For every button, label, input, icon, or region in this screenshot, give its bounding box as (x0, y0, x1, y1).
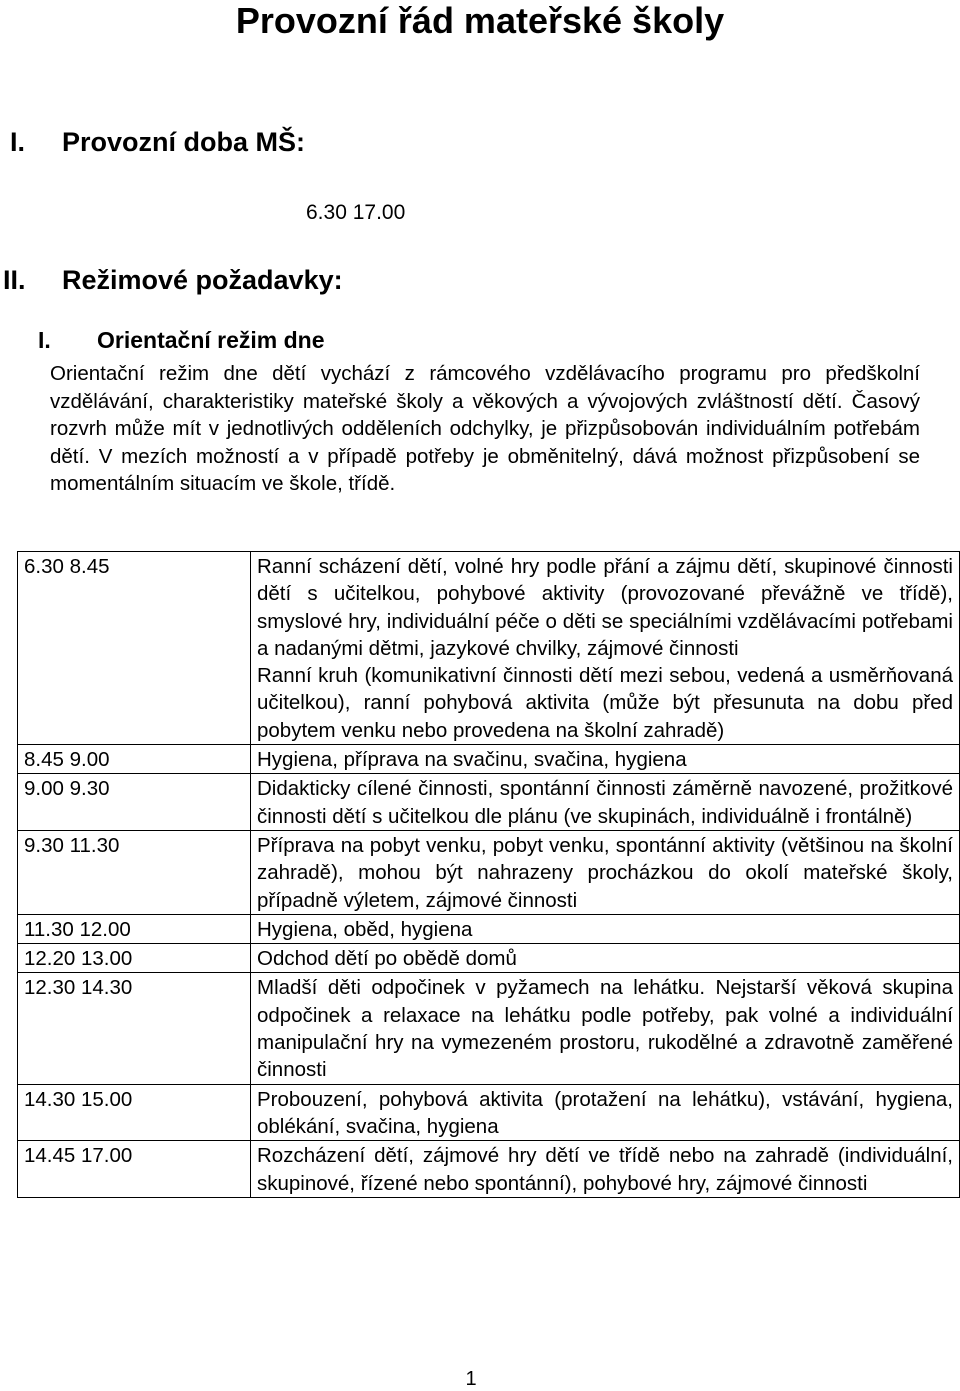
intro-paragraph: Orientační režim dne dětí vychází z rámcového vzdělávacího programu pro předškolní vzdělávání, charakteristiky mateřské školy a věkových a vývojových zvláštností dětí. Časový rozvrh může mít v jednotlivých odděleních odchylky, je přizpůsobován individuálním potřebám dětí. V mezích možností a v případě potřeby je obměnitelný, dává možnost přizpůsobení se momentálním situacím ve škole, třídě. (50, 362, 920, 495)
schedule-row (18, 914, 960, 943)
section-heading-regime (3, 264, 343, 296)
schedule-description (251, 1141, 960, 1198)
subsection-number: I. (38, 327, 51, 353)
schedule-description (251, 774, 960, 831)
schedule-row (18, 552, 960, 745)
schedule-row (18, 774, 960, 831)
schedule-row (18, 1141, 960, 1198)
schedule-description-line: Rozcházení dětí, zájmové hry dětí ve třídě nebo na zahradě (individuální, skupinové, řízené nebo spontánní), pohybové hry, zájmové činnosti (257, 1144, 953, 1195)
schedule-description-line: Mladší děti odpočinek v pyžamech na lehátku. Nejstarší věková skupina odpočinek a relaxace na lehátku podle potřeby, pak volné a individuální manipulační hry na vymezeném prostoru, rukodělné a zdravotně zaměřené činnosti (257, 976, 953, 1082)
subsection-title: Orientační režim dne (97, 327, 325, 353)
schedule-time: 9.30 11.30 (18, 830, 251, 914)
section-title: Provozní doba MŠ: (62, 127, 305, 157)
schedule-description-line: Hygiena, oběd, hygiena (257, 917, 473, 941)
schedule-description-line: Hygiena, příprava na svačinu, svačina, hygiena (257, 748, 687, 772)
schedule-row (18, 745, 960, 774)
schedule-time: 6.30 8.45 (18, 552, 251, 745)
schedule-time: 8.45 9.00 (18, 745, 251, 774)
schedule-row (18, 830, 960, 914)
schedule-time: 14.45 17.00 (18, 1141, 251, 1198)
schedule-description (251, 745, 960, 774)
schedule-description-line: Probouzení, pohybová aktivita (protažení na lehátku), vstávání, hygiena, oblékání, svačina, hygiena (257, 1087, 953, 1138)
schedule-description (251, 830, 960, 914)
schedule-description (251, 552, 960, 745)
daily-schedule-table (17, 551, 960, 1198)
schedule-description-line: Ranní kruh (komunikativní činnosti dětí mezi sebou, vedená a usměrňovaná učitelkou), ranní pohybová aktivita (může být přesunuta na dobu před pobytem venku nebo provedena na školní zahradě) (257, 664, 953, 742)
schedule-description (251, 1084, 960, 1141)
schedule-time: 14.30 15.00 (18, 1084, 251, 1141)
operating-hours-value: 6.30 17.00 (306, 201, 406, 224)
schedule-description (251, 944, 960, 973)
section-number: I. (10, 127, 26, 157)
schedule-description-line: Příprava na pobyt venku, pobyt venku, spontánní aktivity (většinou na školní zahradě), mohou být nahrazeny procházkou do okolí mateřské školy, případně výletem, zájmové činnosti (257, 833, 953, 912)
section-heading-operating-hours (10, 126, 305, 158)
schedule-row (18, 973, 960, 1084)
schedule-description (251, 973, 960, 1084)
page-title: Provozní řád mateřské školy (235, 0, 725, 41)
section-title: Režimové požadavky: (62, 265, 343, 295)
schedule-description-line: Didakticky cílené činnosti, spontánní činnosti záměrně navozené, prožitkové činnosti dětí s učitelkou dle plánu (ve skupinách, individuálně i frontálně) (257, 777, 953, 828)
section-number: II. (3, 265, 26, 295)
schedule-time: 9.00 9.30 (18, 774, 251, 831)
schedule-row (18, 1084, 960, 1141)
schedule-description-line: Ranní scházení dětí, volné hry podle přání a zájmu dětí, skupinové činnosti dětí s učitelkou, pohybové aktivity (provozované převážně ve třídě), smyslové hry, individuální péče o děti se speciálními vzdělávacími potřebami a nadanými dětmi, jazykové chvilky, zájmové činnosti (257, 555, 953, 660)
schedule-time: 12.30 14.30 (18, 973, 251, 1084)
page-number: 1 (465, 1368, 477, 1390)
schedule-time: 12.20 13.00 (18, 944, 251, 973)
schedule-row (18, 944, 960, 973)
schedule-description (251, 914, 960, 943)
schedule-description-line: Odchod dětí po obědě domů (257, 947, 517, 971)
schedule-time: 11.30 12.00 (18, 914, 251, 943)
